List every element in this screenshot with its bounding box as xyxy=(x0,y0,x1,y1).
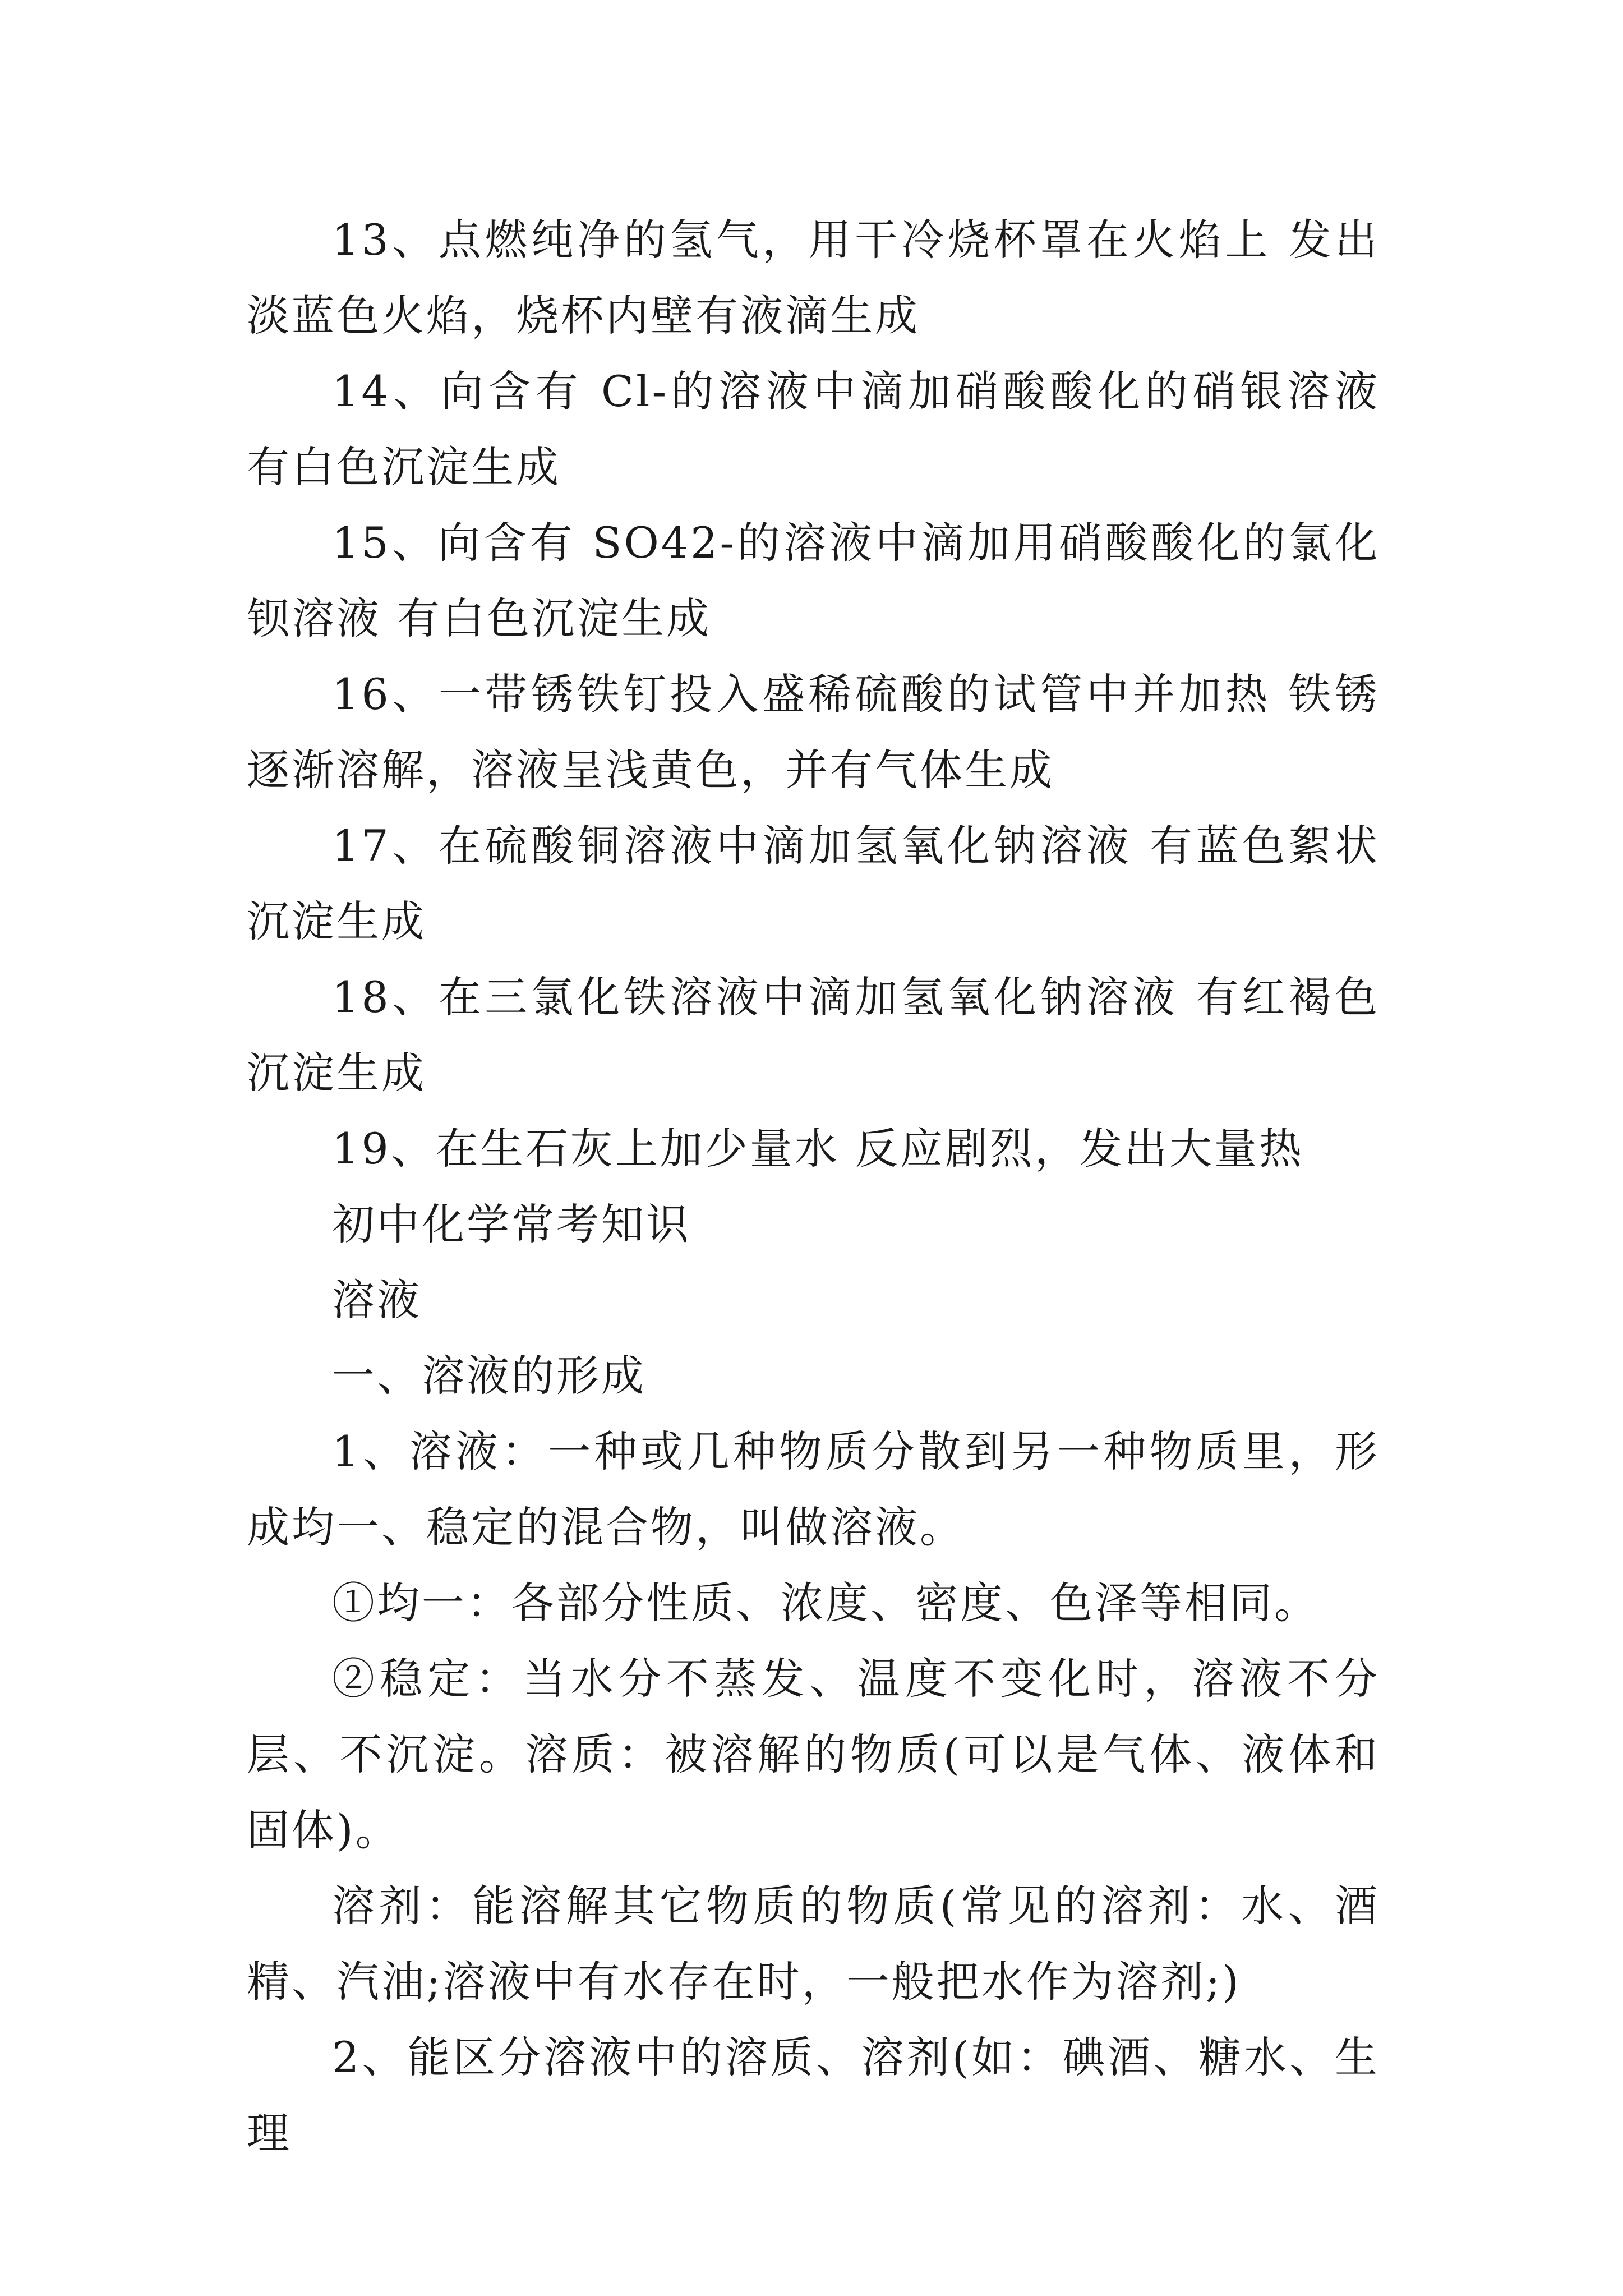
paragraph-uniform: ①均一：各部分性质、浓度、密度、色泽等相同。 xyxy=(332,1578,1319,1628)
document-body xyxy=(247,202,1380,2171)
paragraph-18-ferric-chloride: 18、在三氯化铁溶液中滴加氢氧化钠溶液 有红褐色沉淀生成 xyxy=(247,972,1380,1098)
paragraph-stable-solute: ②稳定：当水分不蒸发、温度不变化时，溶液不分层、不沉淀。溶质：被溶解的物质(可以是气体、液体和固体)。 xyxy=(247,1654,1380,1855)
paragraph-13-hydrogen-combustion: 13、点燃纯净的氢气，用干冷烧杯罩在火焰上 发出淡蓝色火焰，烧杯内壁有液滴生成 xyxy=(247,215,1380,341)
section-heading-knowledge: 初中化学常考知识 xyxy=(332,1199,691,1249)
paragraph-solution-definition: 1、溶液：一种或几种物质分散到另一种物质里，形成均一、稳定的混合物，叫做溶液。 xyxy=(247,1427,1380,1552)
paragraph-14-chloride-test: 14、向含有 Cl-的溶液中滴加硝酸酸化的硝银溶液 有白色沉淀生成 xyxy=(247,366,1380,492)
paragraph-solvent: 溶剂：能溶解其它物质的物质(常见的溶剂：水、酒精、汽油;溶液中有水存在时，一般把水作为溶剂;) xyxy=(247,1881,1380,2007)
paragraph-16-rusty-nail: 16、一带锈铁钉投入盛稀硫酸的试管中并加热 铁锈逐渐溶解，溶液呈浅黄色，并有气体生成 xyxy=(247,669,1380,795)
section-heading-solution: 溶液 xyxy=(332,1275,422,1325)
paragraph-distinguish-solute-solvent: 2、能区分溶液中的溶质、溶剂(如：碘酒、糖水、生理 xyxy=(247,2032,1380,2158)
paragraph-19-quicklime: 19、在生石灰上加少量水 反应剧烈，发出大量热 xyxy=(332,1124,1304,1174)
subheading-solution-formation: 一、溶液的形成 xyxy=(332,1351,646,1401)
paragraph-17-copper-sulfate: 17、在硫酸铜溶液中滴加氢氧化钠溶液 有蓝色絮状沉淀生成 xyxy=(247,821,1380,946)
paragraph-15-sulfate-test: 15、向含有 SO42-的溶液中滴加用硝酸酸化的氯化钡溶液 有白色沉淀生成 xyxy=(247,518,1380,643)
